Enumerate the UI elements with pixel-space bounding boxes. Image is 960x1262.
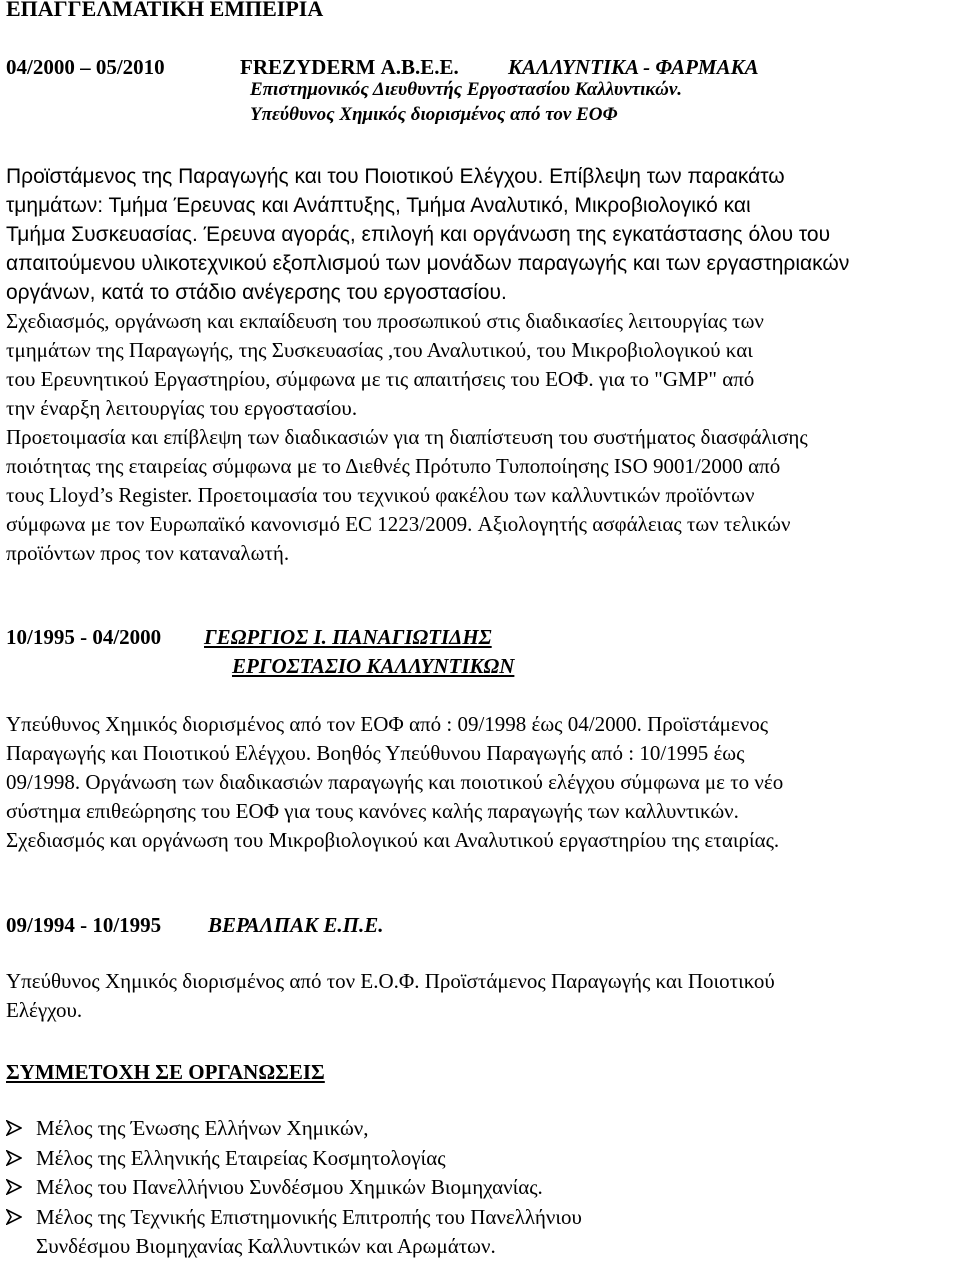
list-item-text: Μέλος της Ένωσης Ελλήνων Χημικών,	[36, 1116, 369, 1140]
arrowhead-bullet-icon	[6, 1120, 22, 1136]
job1-role-line-2: Υπεύθυνος Χημικός διορισμένος από τον ΕΟΦ	[250, 104, 618, 125]
paragraph-line: Προετοιμασία και επίβλεψη των διαδικασιών για τη διαπίστευση του συστήματος διασφάλισης	[6, 425, 808, 449]
arrowhead-bullet-icon	[6, 1150, 22, 1166]
list-item	[6, 1173, 956, 1203]
paragraph-line: προϊόντων προς τον καταναλωτή.	[6, 541, 290, 565]
paragraph-line: σύστημα επιθεώρησης του ΕΟΦ για τους κανόνες καλής παραγωγής των καλλυντικών.	[6, 799, 739, 823]
paragraph-line: οργάνων, κατά το στάδιο ανέγερσης του εργοστασίου.	[6, 281, 507, 304]
paragraph-line: Ελέγχου.	[6, 998, 83, 1022]
job3-description	[6, 967, 956, 1025]
paragraph-line: τμημάτων: Τμήμα Έρευνας και Ανάπτυξης, Τμήμα Αναλυτικό, Μικροβιολογικό και	[6, 194, 751, 217]
paragraph-line: Υπεύθυνος Χημικός διορισμένος από τον ΕΟΦ από : 09/1998 έως 04/2000. Προϊστάμενος	[6, 712, 769, 736]
paragraph-line: Παραγωγής και Ποιοτικού Ελέγχου. Βοηθός Υπεύθυνου Παραγωγής από : 10/1995 έως	[6, 741, 745, 765]
paragraph-line: Προϊστάμενος της Παραγωγής και του Ποιοτικού Ελέγχου. Επίβλεψη των παρακάτω	[6, 165, 785, 188]
job2-dates: 10/1995 - 04/2000	[6, 625, 162, 649]
list-item-text: Μέλος του Πανελλήνιου Συνδέσμου Χημικών Βιομηχανίας.	[36, 1175, 543, 1199]
paragraph-line: ποιότητας της εταιρείας σύμφωνα με το Διεθνές Πρότυπο Τυποποίησης ISO 9001/2000 από	[6, 454, 781, 478]
job3-dates: 09/1994 - 10/1995	[6, 913, 162, 937]
section-title-organizations: ΣΥΜΜΕΤΟΧΗ ΣΕ ΟΡΓΑΝΩΣΕΙΣ	[6, 1060, 325, 1084]
list-item	[6, 1114, 956, 1144]
job1-description-sans	[6, 162, 956, 307]
job2-description	[6, 710, 956, 855]
paragraph-line: Σχεδιασμός, οργάνωση και εκπαίδευση του προσωπικού στις διαδικασίες λειτουργίας των	[6, 309, 764, 333]
paragraph-line: τους Lloyd’s Register. Προετοιμασία του τεχνικού φακέλου των καλλυντικών προϊόντων	[6, 483, 755, 507]
job1-role-line-1: Επιστημονικός Διευθυντής Εργοστασίου Καλλυντικών.	[250, 79, 683, 100]
job1-company: FREZYDERM Α.Β.Ε.Ε.	[240, 55, 459, 79]
job1-dates: 04/2000 – 05/2010	[6, 55, 165, 79]
job3-company: ΒΕΡΑΛΠΑΚ Ε.Π.Ε.	[208, 913, 384, 937]
list-item	[6, 1203, 956, 1233]
list-item-text: Συνδέσμου Βιομηχανίας Καλλυντικών και Αρωμάτων.	[36, 1234, 496, 1258]
paragraph-line: 09/1998. Οργάνωση των διαδικασιών παραγωγής και ποιοτικού ελέγχου σύμφωνα με το νέο	[6, 770, 784, 794]
paragraph-line: σύμφωνα με τον Ευρωπαϊκό κανονισμό EC 1223/2009. Αξιολογητής ασφάλειας των τελικών	[6, 512, 791, 536]
job2-company-sub: ΕΡΓΟΣΤΑΣΙΟ ΚΑΛΛΥΝΤΙΚΩΝ	[232, 654, 515, 678]
paragraph-line: την έναρξη λειτουργίας του εργοστασίου.	[6, 396, 358, 420]
paragraph-line: του Ερευνητικού Εργαστηρίου, σύμφωνα με τις απαιτήσεις του ΕΟΦ. για το "GMP" από	[6, 367, 755, 391]
job1-description-serif	[6, 307, 956, 568]
list-item-text: Μέλος της Τεχνικής Επιστημονικής Επιτροπής του Πανελλήνιου	[36, 1204, 582, 1229]
arrowhead-bullet-icon	[6, 1179, 22, 1195]
paragraph-line: τμημάτων της Παραγωγής, της Συσκευασίας ,του Αναλυτικού, του Μικροβιολογικού και	[6, 338, 753, 362]
section-title-experience: ΕΠΑΓΓΕΛΜΑΤΙΚΗ ΕΜΠΕΙΡΙΑ	[6, 0, 324, 21]
organizations-list	[6, 1114, 956, 1262]
job2-company: ΓΕΩΡΓΙΟΣ Ι. ΠΑΝΑΓΙΩΤΙΔΗΣ	[204, 625, 492, 649]
paragraph-line: Σχεδιασμός και οργάνωση του Μικροβιολογικού και Αναλυτικού εργαστηρίου της εταιρίας.	[6, 828, 780, 852]
list-item-text: Μέλος της Ελληνικής Εταιρείας Κοσμητολογίας	[36, 1145, 446, 1170]
arrowhead-bullet-icon	[6, 1209, 22, 1225]
paragraph-line: απαιτούμενου υλικοτεχνικού εξοπλισμού των μονάδων παραγωγής και των εργαστηριακών	[6, 252, 850, 275]
paragraph-line: Υπεύθυνος Χημικός διορισμένος από τον Ε.Ο.Φ. Προϊστάμενος Παραγωγής και Ποιοτικού	[6, 969, 775, 993]
job1-sector: ΚΑΛΛΥΝΤΙΚΑ - ΦΑΡΜΑΚΑ	[508, 55, 759, 79]
list-item	[6, 1144, 956, 1174]
paragraph-line: Τμήμα Συσκευασίας. Έρευνα αγοράς, επιλογή και οργάνωση της εγκατάστασης όλου του	[6, 223, 831, 246]
list-item-continuation	[6, 1232, 956, 1262]
